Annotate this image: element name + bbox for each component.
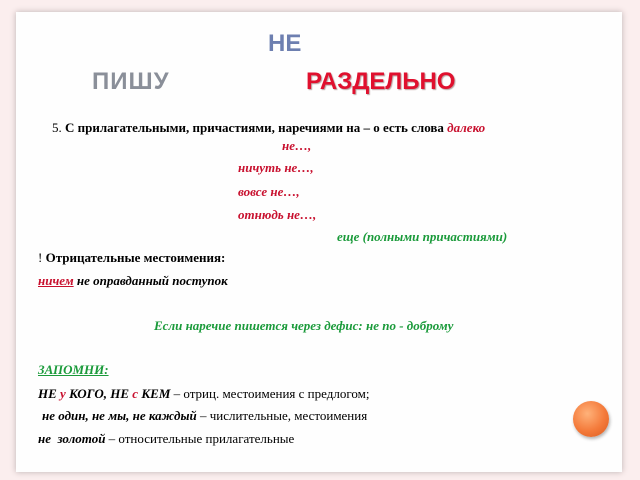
title-razdelno: РАЗДЕЛЬНО — [306, 68, 456, 95]
line1-kem: КЕМ — [141, 386, 171, 401]
line1-s: с — [132, 386, 139, 401]
line1-ne2: НЕ — [110, 386, 130, 401]
rule5-word2: ничуть не…, — [238, 160, 314, 175]
line1-kogo: КОГО, — [69, 386, 107, 401]
rule5-number: 5. — [52, 120, 62, 135]
remember-label: ЗАПОМНИ: — [38, 362, 109, 377]
line2-bold: не один, не мы, не каждый — [42, 408, 197, 423]
title-ne: НЕ — [268, 30, 302, 57]
rule5-note: еще (полными причастиями) — [337, 229, 508, 244]
remember-line2 — [42, 408, 367, 424]
rule5-word1: далеко — [447, 120, 486, 135]
pronouns-mark: ! — [38, 250, 43, 265]
line1-ne1: НЕ — [38, 386, 57, 401]
pronouns-line — [38, 250, 225, 266]
rule5-word4: отнюдь не…, — [238, 207, 317, 222]
title-pishu: ПИШУ — [92, 68, 170, 95]
line1-u: у — [60, 386, 66, 401]
rule5-line — [52, 120, 485, 136]
rule5-word1-cont: не…, — [282, 138, 312, 153]
pronouns-label: Отрицательные местоимения: — [45, 250, 226, 265]
line3-rest: – относительные прилагательные — [105, 431, 295, 446]
remember-line1 — [38, 386, 369, 402]
rule5-word3: вовсе не…, — [238, 184, 300, 199]
rule5-text: С прилагательными, причастиями, наречиями на – о есть слова — [65, 120, 444, 135]
background-strip — [0, 0, 10, 480]
line2-rest: – числительные, местоимения — [196, 408, 368, 423]
pronouns-example — [38, 273, 228, 289]
remember-line3 — [38, 431, 294, 447]
line1-rest: – отриц. местоимения с предлогом; — [170, 386, 370, 401]
hyphen-note: Если наречие пишется через дефис: не по - доброму — [154, 318, 454, 333]
line3-zolotoy: золотой — [57, 431, 106, 446]
pronouns-ex-rest: не оправданный поступок — [73, 273, 228, 288]
pronouns-ex-word: ничем — [38, 273, 74, 288]
line3-ne: не — [38, 431, 51, 446]
orange-circle-button[interactable] — [573, 401, 609, 437]
